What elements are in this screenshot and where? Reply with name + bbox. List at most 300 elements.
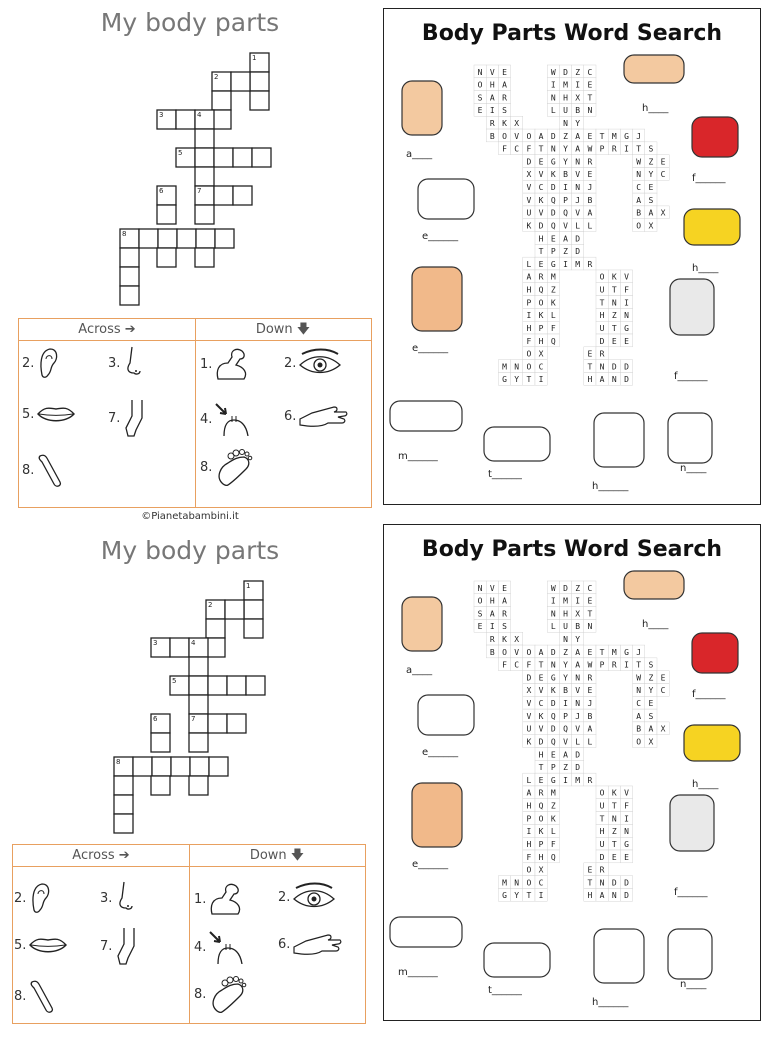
clue-divider: [189, 845, 190, 1023]
ws-letter: L: [526, 775, 532, 785]
ws-letter: S: [502, 106, 507, 116]
ws-letter: M: [563, 596, 568, 606]
ws-letter: V: [563, 221, 568, 231]
ws-letter: I: [563, 775, 568, 785]
ws-letter: F: [526, 852, 532, 862]
ws-letter: E: [587, 170, 593, 180]
crossword-panel-top: [0, 0, 380, 512]
ws-letter: E: [502, 67, 507, 77]
ws-letter: F: [624, 801, 629, 811]
ws-letter: G: [502, 375, 507, 385]
ear-icon: [36, 345, 60, 381]
ws-letter: V: [538, 170, 544, 180]
foot-icon: [214, 447, 254, 487]
ws-letter: X: [514, 635, 520, 644]
ws-letter: I: [575, 596, 581, 606]
ws-letter: V: [575, 208, 581, 218]
cell-number-7: 7: [191, 715, 196, 723]
arrow-right-icon: ➔: [124, 322, 136, 337]
ws-letter: A: [599, 375, 605, 385]
answer-blank: f______: [692, 689, 726, 700]
across-clue-3: 3.: [108, 345, 148, 381]
ws-letter: I: [563, 259, 568, 269]
ws-letter: A: [526, 272, 532, 282]
ws-letter: N: [563, 119, 568, 128]
ws-letter: P: [526, 298, 532, 308]
ws-letter: U: [599, 839, 605, 849]
ws-letter: H: [526, 285, 532, 295]
ws-letter: T: [587, 609, 593, 619]
answer-blank: m______: [398, 451, 438, 462]
answer-blank: a____: [406, 149, 433, 160]
ws-letter: E: [648, 699, 654, 709]
ws-letter: D: [563, 583, 568, 593]
ws-letter: C: [538, 699, 544, 709]
ws-letter: W: [550, 583, 556, 593]
ws-letter: H: [599, 311, 605, 321]
shoulder-icon: [208, 930, 248, 964]
ws-letter: R: [538, 788, 544, 798]
ws-letter: A: [502, 596, 507, 606]
ws-letter: T: [611, 801, 617, 811]
cell-number-4: 4: [191, 639, 196, 647]
ws-letter: H: [489, 596, 495, 606]
ws-letter: R: [502, 93, 507, 103]
ws-letter: A: [648, 208, 654, 218]
ws-letter: I: [526, 311, 532, 321]
ws-letter: M: [575, 775, 581, 785]
ws-letter: D: [611, 878, 617, 888]
ws-letter: N: [575, 699, 581, 709]
ws-letter: K: [611, 272, 617, 282]
ws-letter: O: [502, 647, 507, 657]
pointing-finger-picture-icon: [670, 279, 714, 335]
eye-icon: [298, 348, 342, 378]
ws-letter: F: [502, 144, 507, 154]
ws-letter: B: [575, 106, 581, 116]
word-search-panel-top: [383, 8, 761, 505]
answer-blank: e______: [412, 859, 449, 870]
ws-letter: X: [660, 724, 666, 734]
ws-letter: C: [514, 144, 520, 154]
ws-letter: S: [648, 195, 654, 205]
ws-letter: C: [636, 699, 642, 709]
ws-letter: Q: [550, 852, 556, 862]
ws-letter: K: [502, 635, 507, 644]
answer-blank: h____: [692, 779, 719, 790]
ws-letter: D: [575, 763, 581, 773]
pointing-finger-picture-icon: [670, 795, 714, 851]
ws-letter: E: [538, 157, 544, 167]
ws-letter: R: [611, 660, 617, 670]
ws-letter: K: [550, 298, 556, 308]
ws-letter: Y: [514, 375, 520, 385]
ws-letter: O: [599, 788, 605, 798]
ws-letter: B: [563, 170, 568, 180]
ws-letter: Q: [550, 195, 556, 205]
ws-letter: P: [550, 247, 556, 257]
ws-letter: I: [550, 596, 556, 606]
ws-letter: K: [550, 814, 556, 824]
ws-letter: N: [599, 878, 605, 888]
lips-icon: [36, 403, 76, 425]
ws-letter: M: [550, 788, 556, 798]
clue-divider: [195, 319, 196, 507]
ws-letter: V: [526, 699, 532, 709]
arm-picture-icon: [402, 597, 442, 651]
ws-letter: S: [648, 660, 654, 670]
ws-letter: Z: [550, 801, 556, 811]
foot-icon: [208, 974, 248, 1014]
ws-letter: D: [526, 673, 532, 683]
ws-letter: I: [624, 298, 629, 308]
mouth-red-picture-icon: [692, 633, 738, 673]
ws-letter: I: [538, 375, 544, 385]
ws-letter: N: [636, 170, 642, 180]
cell-number-8: 8: [122, 230, 127, 238]
ws-letter: R: [587, 775, 593, 785]
across-clue-8: 8.: [22, 452, 66, 488]
word-search-title: Body Parts Word Search: [421, 21, 723, 46]
ws-letter: E: [587, 349, 593, 359]
hand-icon: [298, 403, 348, 429]
ws-letter: G: [624, 647, 629, 657]
ws-letter: L: [550, 622, 556, 632]
ws-letter: R: [489, 635, 495, 644]
finger-icon: [36, 452, 66, 488]
ws-letter: Z: [563, 247, 568, 257]
ws-letter: D: [550, 183, 556, 193]
ws-letter: B: [563, 686, 568, 696]
ws-letter: E: [587, 596, 593, 606]
ws-letter: Q: [538, 285, 544, 295]
ws-letter: K: [538, 311, 544, 321]
ws-letter: F: [526, 660, 532, 670]
across-clue-5: 5.: [22, 403, 76, 425]
across-clue-7: 7.: [108, 398, 148, 438]
ws-letter: Q: [550, 336, 556, 346]
ws-letter: N: [563, 635, 568, 644]
ws-letter: D: [526, 157, 532, 167]
hand-picture-icon: [624, 571, 684, 599]
ws-letter: K: [526, 737, 532, 747]
ws-letter: U: [526, 208, 532, 218]
ws-letter: O: [526, 647, 532, 657]
lips-icon: [28, 934, 68, 956]
ws-letter: D: [575, 247, 581, 257]
across-header: [13, 845, 189, 867]
crossword-panel-bottom: [0, 528, 380, 1040]
ws-letter: M: [611, 647, 617, 657]
footer-credit: ©Pianetabambini.it: [141, 511, 239, 522]
cell-number-2: 2: [214, 73, 219, 81]
across-clue-8: 8.: [14, 978, 58, 1014]
ws-letter: E: [611, 852, 617, 862]
ws-letter: K: [611, 788, 617, 798]
ws-letter: T: [538, 144, 544, 154]
ws-letter: Q: [563, 208, 568, 218]
ws-letter: J: [587, 699, 593, 709]
girl-hair-picture-icon: [684, 209, 740, 245]
answer-blank: e______: [422, 747, 459, 758]
ws-letter: Y: [648, 686, 654, 696]
ws-letter: K: [502, 119, 507, 128]
ws-letter: O: [599, 272, 605, 282]
ws-letter: D: [624, 878, 629, 888]
ws-letter: T: [587, 362, 593, 372]
ws-letter: Q: [550, 221, 556, 231]
nose-icon: [114, 880, 140, 916]
ws-letter: Z: [648, 673, 654, 683]
answer-blank: f______: [674, 887, 708, 898]
ws-letter: N: [550, 144, 556, 154]
ws-letter: H: [599, 827, 605, 837]
cell-number-5: 5: [172, 677, 177, 685]
ws-letter: D: [599, 336, 605, 346]
ws-letter: L: [550, 106, 556, 116]
ws-letter: N: [611, 814, 617, 824]
ws-letter: D: [550, 208, 556, 218]
ws-letter: U: [563, 106, 568, 116]
down-clue-4: 4.: [194, 930, 248, 964]
ws-letter: I: [575, 80, 581, 90]
ws-letter: T: [526, 891, 532, 901]
ws-letter: Y: [514, 891, 520, 901]
ws-letter: S: [477, 609, 483, 619]
ws-letter: N: [575, 183, 581, 193]
hand-icon: [292, 931, 342, 957]
ws-letter: N: [611, 891, 617, 901]
ws-letter: C: [587, 67, 593, 77]
ws-letter: D: [550, 647, 556, 657]
ws-letter: Z: [563, 647, 568, 657]
ws-letter: O: [526, 131, 532, 141]
ws-letter: I: [489, 622, 495, 632]
answer-blank: e______: [412, 343, 449, 354]
ws-letter: V: [526, 183, 532, 193]
ws-letter: E: [587, 647, 593, 657]
ws-letter: U: [599, 285, 605, 295]
ear-icon: [28, 880, 52, 916]
ws-letter: S: [648, 144, 654, 154]
ws-letter: E: [648, 183, 654, 193]
ws-letter: V: [575, 170, 581, 180]
ws-letter: E: [587, 131, 593, 141]
ws-letter: Y: [563, 660, 568, 670]
ws-letter: J: [575, 711, 581, 721]
ws-letter: T: [636, 660, 642, 670]
ws-letter: V: [538, 686, 544, 696]
across-clue-3: 3.: [100, 880, 140, 916]
ws-letter: D: [550, 131, 556, 141]
ws-letter: N: [636, 686, 642, 696]
ws-letter: V: [624, 788, 629, 798]
down-clue-6: 6.: [278, 931, 342, 957]
cell-number-3: 3: [153, 639, 158, 647]
ws-letter: R: [489, 119, 495, 128]
down-clue-1: 1.: [194, 880, 246, 918]
down-header: [195, 319, 371, 341]
ws-letter: A: [575, 144, 581, 154]
ws-letter: C: [538, 362, 544, 372]
ws-letter: Y: [563, 673, 568, 683]
ws-letter: I: [624, 144, 629, 154]
face-ears-picture-icon: [412, 267, 462, 331]
ws-letter: G: [624, 839, 629, 849]
ws-letter: J: [636, 131, 642, 141]
ws-letter: Z: [611, 311, 617, 321]
shoulder-icon: [214, 402, 254, 436]
ws-letter: V: [489, 583, 495, 593]
ws-letter: O: [477, 80, 483, 90]
ws-letter: R: [599, 349, 605, 359]
ws-letter: C: [660, 686, 666, 696]
ws-letter: D: [538, 221, 544, 231]
ws-letter: U: [526, 724, 532, 734]
ws-letter: L: [575, 221, 581, 231]
ws-letter: D: [624, 362, 629, 372]
ws-letter: H: [563, 609, 568, 619]
ws-letter: E: [550, 234, 556, 244]
ws-letter: I: [563, 183, 568, 193]
ws-letter: Q: [550, 711, 556, 721]
ws-letter: J: [636, 647, 642, 657]
arm-muscle-icon: [208, 880, 246, 918]
ws-letter: O: [526, 865, 532, 875]
ws-letter: Z: [575, 67, 581, 77]
ws-letter: A: [526, 788, 532, 798]
ws-letter: C: [538, 878, 544, 888]
ws-letter: O: [636, 221, 642, 231]
head-picture-icon: [594, 413, 644, 467]
ws-letter: N: [587, 106, 593, 116]
ws-letter: M: [563, 80, 568, 90]
ws-letter: F: [624, 285, 629, 295]
answer-blank: a____: [406, 665, 433, 676]
ws-letter: M: [502, 878, 507, 888]
ws-letter: V: [514, 647, 520, 657]
ws-letter: E: [611, 336, 617, 346]
ws-letter: G: [502, 891, 507, 901]
ws-letter: M: [611, 131, 617, 141]
ws-letter: L: [550, 311, 556, 321]
ws-letter: V: [563, 737, 568, 747]
ws-letter: T: [538, 660, 544, 670]
hand-picture-icon: [624, 55, 684, 83]
ws-letter: W: [587, 144, 593, 154]
mouth-picture-icon: [390, 401, 462, 431]
ws-letter: U: [599, 801, 605, 811]
ws-letter: Y: [648, 170, 654, 180]
ws-letter: A: [587, 724, 593, 734]
leg-icon: [114, 926, 140, 966]
ws-letter: O: [502, 131, 507, 141]
ws-letter: O: [538, 814, 544, 824]
ws-letter: O: [526, 349, 532, 359]
ws-letter: Y: [563, 144, 568, 154]
eyes-picture-icon: [418, 179, 474, 219]
ws-letter: A: [538, 647, 544, 657]
ws-letter: T: [587, 878, 593, 888]
ws-letter: D: [538, 737, 544, 747]
ws-letter: A: [575, 647, 581, 657]
ws-letter: O: [526, 878, 532, 888]
ws-letter: E: [587, 865, 593, 875]
teeth-picture-icon: [484, 427, 550, 461]
ws-letter: B: [575, 622, 581, 632]
answer-blank: t______: [488, 985, 522, 996]
mouth-picture-icon: [390, 917, 462, 947]
ws-letter: D: [624, 891, 629, 901]
down-label: Down: [249, 848, 287, 863]
arrow-down-icon: 🡇: [290, 848, 305, 863]
ws-letter: Q: [538, 801, 544, 811]
arrow-right-icon: ➔: [118, 848, 130, 863]
neck-picture-icon: [668, 413, 712, 463]
ws-letter: N: [550, 660, 556, 670]
ws-letter: Q: [550, 737, 556, 747]
ws-letter: N: [575, 157, 581, 167]
ws-letter: X: [575, 93, 581, 103]
ws-letter: C: [636, 183, 642, 193]
ws-letter: V: [526, 711, 532, 721]
down-clue-2: 2.: [284, 348, 342, 378]
ws-letter: X: [660, 208, 666, 218]
cell-number-8: 8: [116, 758, 121, 766]
ws-letter: Z: [575, 583, 581, 593]
ws-letter: H: [526, 839, 532, 849]
crossword-grid: [0, 0, 380, 320]
ws-letter: O: [538, 298, 544, 308]
crossword-title: My body parts: [100, 8, 280, 37]
ws-letter: G: [550, 259, 556, 269]
ws-letter: V: [514, 131, 520, 141]
arrow-down-icon: 🡇: [296, 322, 311, 337]
ws-letter: A: [636, 195, 642, 205]
down-clue-1: 1.: [200, 345, 252, 383]
ws-letter: N: [575, 673, 581, 683]
ws-letter: B: [587, 711, 593, 721]
ws-letter: L: [575, 737, 581, 747]
ws-letter: D: [624, 375, 629, 385]
ws-letter: M: [550, 272, 556, 282]
ws-letter: C: [660, 170, 666, 180]
leg-icon: [122, 398, 148, 438]
ws-letter: G: [550, 673, 556, 683]
eyes-picture-icon: [418, 695, 474, 735]
ws-letter: N: [624, 311, 629, 321]
arm-muscle-icon: [214, 345, 252, 383]
ws-letter: F: [550, 323, 556, 333]
ws-letter: L: [526, 259, 532, 269]
ws-letter: W: [550, 67, 556, 77]
ws-letter: W: [636, 157, 642, 167]
crossword-title: My body parts: [100, 536, 280, 565]
ws-letter: V: [538, 724, 544, 734]
across-clue-2: 2.: [14, 880, 52, 916]
answer-blank: h______: [592, 997, 629, 1008]
across-label: Across: [78, 322, 121, 337]
down-clue-6: 6.: [284, 403, 348, 429]
ws-letter: Y: [563, 157, 568, 167]
ws-letter: D: [550, 724, 556, 734]
ws-letter: A: [538, 131, 544, 141]
ws-letter: T: [538, 763, 544, 773]
ws-letter: P: [599, 660, 605, 670]
ws-letter: B: [489, 647, 495, 657]
ws-letter: N: [587, 622, 593, 632]
cell-number-6: 6: [159, 187, 164, 195]
